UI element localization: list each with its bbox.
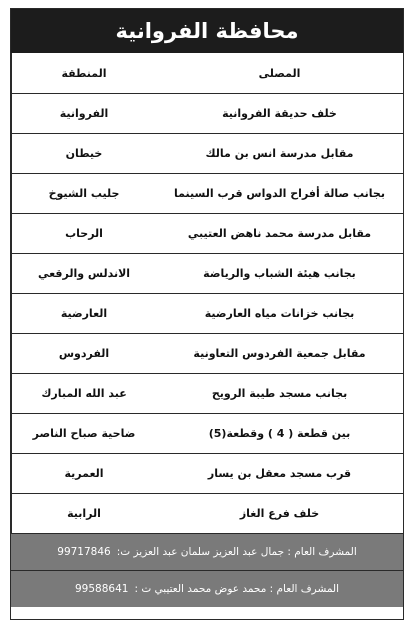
table-row [11,213,403,253]
location-cell: بجانب صالة أفراح الدواس قرب السينما [174,187,385,200]
location-cell: خلف حديقة الفروانية [222,107,337,120]
location-cell: بجانب مسجد طيبة الرويح [211,387,348,400]
location-cell: مقابل جمعية الفردوس التعاونية [193,347,366,360]
table-row [11,133,403,173]
area-cell: العمرية [11,454,156,493]
supervisor-footer [11,570,403,607]
location-cell: مقابل مدرسة انس بن مالك [205,147,354,160]
area-cell: جليب الشيوخ [11,174,156,213]
supervisor-phone: 99717846 [57,546,111,558]
table-title: محافظة الفروانية [11,9,403,53]
area-cell: الرحاب [11,214,156,253]
location-cell: مقابل مدرسة محمد ناهض العتيبي [187,227,372,240]
table-row [11,373,403,413]
table-row [11,453,403,493]
area-cell: ضاحية صباح الناصر [11,414,156,453]
table-row [11,413,403,453]
location-cell: بين قطعة ( 4 ) وقطعة(5) [208,427,351,440]
area-cell: عبد الله المبارك [11,374,156,413]
area-cell: الفروانية [11,94,156,133]
schedule-table [10,8,404,620]
table-row [11,333,403,373]
header-location: المصلى [258,66,301,80]
area-cell: خيطان [11,134,156,173]
table-row [11,93,403,133]
supervisor-phone: 99588641 [74,583,129,595]
table-row [11,293,403,333]
table-row [11,493,403,533]
area-cell: الرابية [11,494,156,533]
table-header-row [11,53,403,93]
location-cell: قرب مسجد معقل بن يسار [207,467,352,480]
area-cell: الاندلس والرقعي [11,254,156,293]
area-cell: العارضية [11,294,156,333]
supervisor-footer [11,533,403,570]
location-cell: بجانب خزانات مياه العارضية [204,307,355,320]
location-cell: بجانب هيئة الشباب والرياضة [203,267,356,280]
header-area: المنطقة [11,53,156,93]
supervisor-label: المشرف العام : محمد عوض محمد العتيبي ت : [134,583,340,595]
area-cell: الفردوس [11,334,156,373]
table-row [11,173,403,213]
table-row [11,253,403,293]
location-cell: خلف فرع الغاز [239,507,320,520]
supervisor-label: المشرف العام : جمال عبد العزيز سلمان عبد العزيز ت: [116,546,357,558]
